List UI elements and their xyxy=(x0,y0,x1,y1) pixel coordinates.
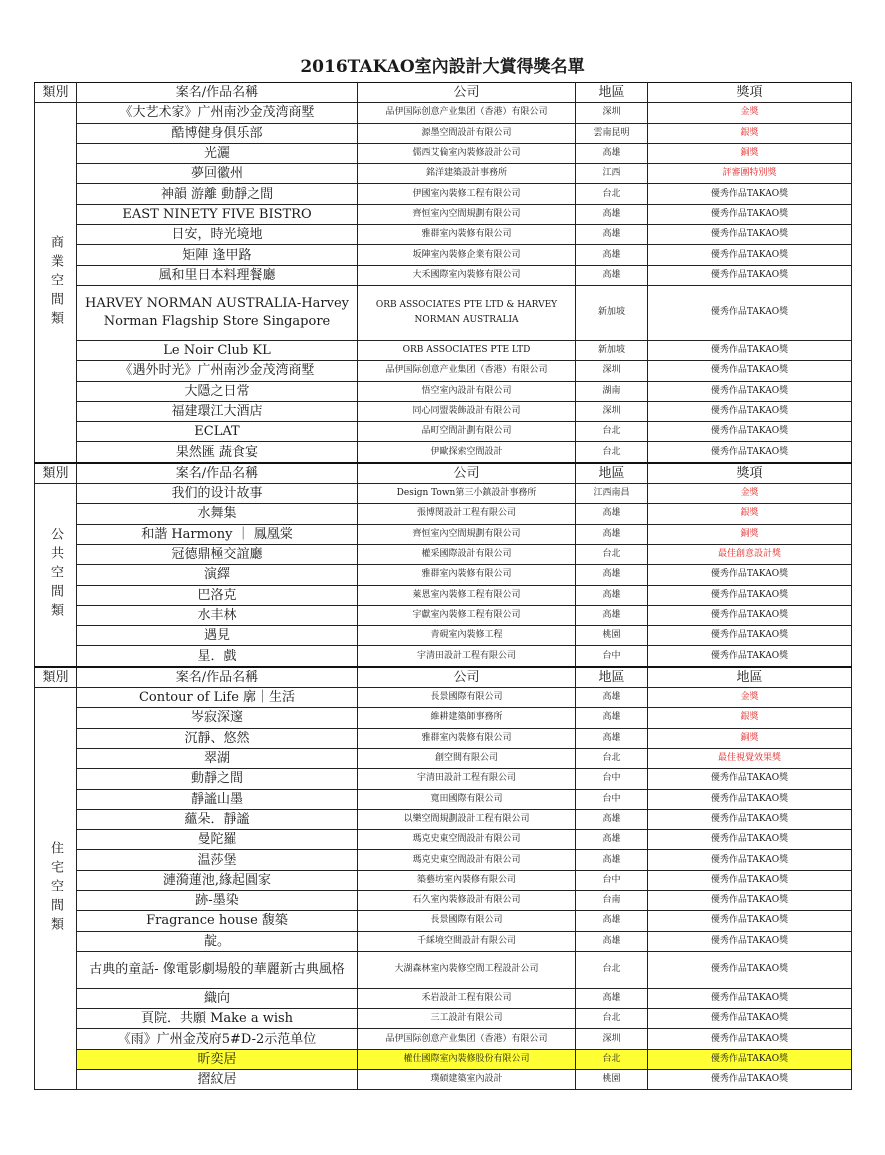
company-name: 宇清田設計工程有限公司 xyxy=(358,769,576,789)
table-row xyxy=(35,245,852,265)
table-row xyxy=(35,688,852,708)
table-row xyxy=(35,809,852,829)
award: 優秀作品TAKAO獎 xyxy=(648,830,852,850)
header-cell-category: 類別 xyxy=(35,667,77,688)
company-name: 權采國際設計有限公司 xyxy=(358,544,576,564)
awards-table xyxy=(34,82,852,1090)
award: 優秀作品TAKAO獎 xyxy=(648,605,852,625)
region: 台中 xyxy=(576,769,648,789)
region: 高雄 xyxy=(576,585,648,605)
award: 金獎 xyxy=(648,688,852,708)
entry-name: Le Noir Club KL xyxy=(77,340,358,360)
award: 優秀作品TAKAO獎 xyxy=(648,809,852,829)
table-row xyxy=(35,931,852,951)
company-name: 千綵境空間設計有限公司 xyxy=(358,931,576,951)
table-row xyxy=(35,340,852,360)
region: 台北 xyxy=(576,544,648,564)
table-row xyxy=(35,442,852,463)
region: 深圳 xyxy=(576,1029,648,1049)
table-row xyxy=(35,626,852,646)
company-name: 品伊国际创意产业集团（香港）有限公司 xyxy=(358,1029,576,1049)
company-name: 三工設計有限公司 xyxy=(358,1009,576,1029)
company-name: 寬田國際有限公司 xyxy=(358,789,576,809)
entry-name: 動靜之間 xyxy=(77,769,358,789)
award: 優秀作品TAKAO獎 xyxy=(648,988,852,1008)
table-row xyxy=(35,1049,852,1069)
award: 優秀作品TAKAO獎 xyxy=(648,184,852,204)
entry-name: 古典的童話- 像電影劇場般的華麗新古典風格 xyxy=(77,951,358,988)
region: 深圳 xyxy=(576,103,648,123)
entry-name: ECLAT xyxy=(77,422,358,442)
table-row xyxy=(35,422,852,442)
table-row xyxy=(35,504,852,524)
region: 高雄 xyxy=(576,830,648,850)
entry-name: HARVEY NORMAN AUSTRALIA-Harvey Norman Flagship Store Singapore xyxy=(77,285,358,340)
table-row xyxy=(35,850,852,870)
table-row xyxy=(35,769,852,789)
entry-name: 昕奕居 xyxy=(77,1049,358,1069)
award: 優秀作品TAKAO獎 xyxy=(648,1070,852,1090)
entry-name: 大隱之日常 xyxy=(77,381,358,401)
award: 優秀作品TAKAO獎 xyxy=(648,401,852,421)
table-header-row xyxy=(35,667,852,688)
company-name: 瑪克史東空間設計有限公司 xyxy=(358,830,576,850)
award: 優秀作品TAKAO獎 xyxy=(648,1049,852,1069)
region: 台中 xyxy=(576,646,648,667)
company-name: 張博閔設計工程有限公司 xyxy=(358,504,576,524)
entry-name: 《雨》广州金茂府5#D-2示范单位 xyxy=(77,1029,358,1049)
table-row xyxy=(35,789,852,809)
award: 優秀作品TAKAO獎 xyxy=(648,626,852,646)
entry-name: Fragrance house 馥築 xyxy=(77,911,358,931)
entry-name: 水舞集 xyxy=(77,504,358,524)
table-row xyxy=(35,401,852,421)
award: 優秀作品TAKAO獎 xyxy=(648,585,852,605)
company-name: 權仕國際室內裝修股份有限公司 xyxy=(358,1049,576,1069)
region: 台北 xyxy=(576,184,648,204)
table-row xyxy=(35,265,852,285)
award: 優秀作品TAKAO獎 xyxy=(648,850,852,870)
region: 高雄 xyxy=(576,143,648,163)
table-row xyxy=(35,565,852,585)
entry-name: 曼陀羅 xyxy=(77,830,358,850)
table-row xyxy=(35,605,852,625)
region: 桃園 xyxy=(576,1070,648,1090)
entry-name: 靜謐山墨 xyxy=(77,789,358,809)
entry-name: Contour of Life 廓｜生活 xyxy=(77,688,358,708)
company-name: 雅群室內裝修有限公司 xyxy=(358,565,576,585)
company-name: 大禾國際室內裝修有限公司 xyxy=(358,265,576,285)
award: 優秀作品TAKAO獎 xyxy=(648,225,852,245)
table-row xyxy=(35,728,852,748)
table-header-row xyxy=(35,463,852,484)
entry-name: 巴洛克 xyxy=(77,585,358,605)
company-name: 大湖森林室內裝修空間工程設計公司 xyxy=(358,951,576,988)
header-cell-company: 公司 xyxy=(358,83,576,103)
award: 優秀作品TAKAO獎 xyxy=(648,890,852,910)
entry-name: 岑寂深邃 xyxy=(77,708,358,728)
award: 優秀作品TAKAO獎 xyxy=(648,789,852,809)
region: 深圳 xyxy=(576,361,648,381)
entry-name: 沉靜、悠然 xyxy=(77,728,358,748)
header-cell-category: 類別 xyxy=(35,463,77,484)
entry-name: 我们的设计故事 xyxy=(77,484,358,504)
region: 江西 xyxy=(576,164,648,184)
entry-name: 夢回徽州 xyxy=(77,164,358,184)
award: 銀獎 xyxy=(648,123,852,143)
company-name: 青硯室內裝修工程 xyxy=(358,626,576,646)
company-name: 齊恒室內空間規劃有限公司 xyxy=(358,204,576,224)
entry-name: 頁院．共願 Make a wish xyxy=(77,1009,358,1029)
region: 湖南 xyxy=(576,381,648,401)
header-cell-award: 地區 xyxy=(648,667,852,688)
table-row xyxy=(35,646,852,667)
award: 銀獎 xyxy=(648,708,852,728)
region: 台中 xyxy=(576,789,648,809)
table-row xyxy=(35,870,852,890)
company-name: 悟空室內設計有限公司 xyxy=(358,381,576,401)
entry-name: 靛。 xyxy=(77,931,358,951)
entry-name: 星．戲 xyxy=(77,646,358,667)
table-row xyxy=(35,708,852,728)
header-cell-region: 地區 xyxy=(576,463,648,484)
award: 優秀作品TAKAO獎 xyxy=(648,565,852,585)
award: 優秀作品TAKAO獎 xyxy=(648,285,852,340)
region: 新加坡 xyxy=(576,285,648,340)
table-row xyxy=(35,524,852,544)
region: 高雄 xyxy=(576,728,648,748)
company-name: 品町空間計劃有限公司 xyxy=(358,422,576,442)
award: 優秀作品TAKAO獎 xyxy=(648,1009,852,1029)
table-row xyxy=(35,184,852,204)
region: 桃園 xyxy=(576,626,648,646)
award: 優秀作品TAKAO獎 xyxy=(648,204,852,224)
table-row xyxy=(35,285,852,340)
header-cell-region: 地區 xyxy=(576,667,648,688)
award: 優秀作品TAKAO獎 xyxy=(648,646,852,667)
category-label: 商業空間類 xyxy=(35,103,77,463)
company-name: 禾岩設計工程有限公司 xyxy=(358,988,576,1008)
company-name: 伊國室內裝修工程有限公司 xyxy=(358,184,576,204)
entry-name: 《遇外时光》广州南沙金茂湾商墅 xyxy=(77,361,358,381)
page-title: 2016TAKAO室內設計大賞得獎名單 xyxy=(300,57,585,77)
company-name: 雅群室內裝修有限公司 xyxy=(358,225,576,245)
region: 台北 xyxy=(576,422,648,442)
company-name: 銘洋建築設計事務所 xyxy=(358,164,576,184)
table-row xyxy=(35,911,852,931)
award: 優秀作品TAKAO獎 xyxy=(648,769,852,789)
header-cell-award: 獎項 xyxy=(648,463,852,484)
entry-name: 遇見 xyxy=(77,626,358,646)
table-row xyxy=(35,544,852,564)
header-cell-name: 案名/作品名稱 xyxy=(77,667,358,688)
region: 深圳 xyxy=(576,401,648,421)
award: 優秀作品TAKAO獎 xyxy=(648,911,852,931)
table-row xyxy=(35,1029,852,1049)
entry-name: 跡-墨染 xyxy=(77,890,358,910)
award: 優秀作品TAKAO獎 xyxy=(648,422,852,442)
header-cell-region: 地區 xyxy=(576,83,648,103)
region: 台北 xyxy=(576,442,648,463)
award: 優秀作品TAKAO獎 xyxy=(648,870,852,890)
company-name: 創空間有限公司 xyxy=(358,748,576,768)
award: 優秀作品TAKAO獎 xyxy=(648,245,852,265)
region: 高雄 xyxy=(576,204,648,224)
entry-name: 摺紋居 xyxy=(77,1070,358,1090)
award: 優秀作品TAKAO獎 xyxy=(648,1029,852,1049)
award: 金獎 xyxy=(648,484,852,504)
company-name: 璞碩建築室內設計 xyxy=(358,1070,576,1090)
award: 優秀作品TAKAO獎 xyxy=(648,265,852,285)
award: 金獎 xyxy=(648,103,852,123)
entry-name: 風和里日本料理餐廳 xyxy=(77,265,358,285)
company-name: ORB ASSOCIATES PTE LTD & HARVEY NORMAN AUSTRALIA xyxy=(358,285,576,340)
region: 高雄 xyxy=(576,988,648,1008)
table-row xyxy=(35,225,852,245)
award: 最佳創意設計獎 xyxy=(648,544,852,564)
company-name: 儒西艾倫室內裝修設計公司 xyxy=(358,143,576,163)
region: 雲南昆明 xyxy=(576,123,648,143)
award: 銀獎 xyxy=(648,504,852,524)
company-name: 長景國際有限公司 xyxy=(358,911,576,931)
entry-name: 冠德鼎極交誼廳 xyxy=(77,544,358,564)
header-cell-category: 類別 xyxy=(35,83,77,103)
region: 江西南昌 xyxy=(576,484,648,504)
company-name: 宇獻室內裝修工程有限公司 xyxy=(358,605,576,625)
company-name: 萊恩室內裝修工程有限公司 xyxy=(358,585,576,605)
award: 優秀作品TAKAO獎 xyxy=(648,381,852,401)
entry-name: 神韻 游離 動靜之間 xyxy=(77,184,358,204)
region: 台南 xyxy=(576,890,648,910)
entry-name: EAST NINETY FIVE BISTRO xyxy=(77,204,358,224)
region: 高雄 xyxy=(576,565,648,585)
table-row xyxy=(35,988,852,1008)
table-row xyxy=(35,585,852,605)
company-name: 長景國際有限公司 xyxy=(358,688,576,708)
region: 高雄 xyxy=(576,809,648,829)
table-row xyxy=(35,204,852,224)
company-name: 維耕建築師事務所 xyxy=(358,708,576,728)
award: 優秀作品TAKAO獎 xyxy=(648,340,852,360)
entry-name: 果然匯 蔬食宴 xyxy=(77,442,358,463)
entry-name: 酷博健身俱乐部 xyxy=(77,123,358,143)
region: 高雄 xyxy=(576,245,648,265)
entry-name: 福建環江大酒店 xyxy=(77,401,358,421)
entry-name: 温莎堡 xyxy=(77,850,358,870)
region: 高雄 xyxy=(576,708,648,728)
award: 優秀作品TAKAO獎 xyxy=(648,442,852,463)
company-name: 坂陣室內裝修企業有限公司 xyxy=(358,245,576,265)
region: 台北 xyxy=(576,748,648,768)
table-row xyxy=(35,951,852,988)
company-name: 齊恒室內空間規劃有限公司 xyxy=(358,524,576,544)
company-name: Design Town第三小鎮設計事務所 xyxy=(358,484,576,504)
table-row xyxy=(35,143,852,163)
entry-name: 蘊朵．靜謐 xyxy=(77,809,358,829)
table-row xyxy=(35,830,852,850)
company-name: 瑪克史東空間設計有限公司 xyxy=(358,850,576,870)
company-name: 以樂空間規劃設計工程有限公司 xyxy=(358,809,576,829)
category-label: 住宅空間類 xyxy=(35,688,77,1090)
award: 優秀作品TAKAO獎 xyxy=(648,361,852,381)
table-row xyxy=(35,381,852,401)
company-name: 宇清田設計工程有限公司 xyxy=(358,646,576,667)
region: 新加坡 xyxy=(576,340,648,360)
entry-name: 日安，時光境地 xyxy=(77,225,358,245)
entry-name: 矩陣 逢甲路 xyxy=(77,245,358,265)
company-name: 築藝坊室內裝修有限公司 xyxy=(358,870,576,890)
entry-name: 演繹 xyxy=(77,565,358,585)
region: 高雄 xyxy=(576,225,648,245)
region: 高雄 xyxy=(576,605,648,625)
header-cell-company: 公司 xyxy=(358,463,576,484)
entry-name: 光灑 xyxy=(77,143,358,163)
category-label: 公共空間類 xyxy=(35,484,77,667)
entry-name: 《大艺术家》广州南沙金茂湾商墅 xyxy=(77,103,358,123)
table-row xyxy=(35,103,852,123)
region: 高雄 xyxy=(576,504,648,524)
entry-name: 漣漪蓮池,緣起圓家 xyxy=(77,870,358,890)
table-row xyxy=(35,1009,852,1029)
company-name: ORB ASSOCIATES PTE LTD xyxy=(358,340,576,360)
region: 高雄 xyxy=(576,931,648,951)
header-cell-name: 案名/作品名稱 xyxy=(77,83,358,103)
company-name: 品伊国际创意产业集团（香港）有限公司 xyxy=(358,361,576,381)
company-name: 石久室內裝修設計有限公司 xyxy=(358,890,576,910)
region: 台北 xyxy=(576,951,648,988)
award: 優秀作品TAKAO獎 xyxy=(648,931,852,951)
entry-name: 織向 xyxy=(77,988,358,1008)
table-row xyxy=(35,1070,852,1090)
header-cell-award: 獎項 xyxy=(648,83,852,103)
company-name: 源墨空間設計有限公司 xyxy=(358,123,576,143)
company-name: 品伊国际创意产业集团（香港）有限公司 xyxy=(358,103,576,123)
award: 評審團特別獎 xyxy=(648,164,852,184)
table-row xyxy=(35,890,852,910)
region: 台北 xyxy=(576,1049,648,1069)
entry-name: 和諧 Harmony ｜ 鳳凰棠 xyxy=(77,524,358,544)
table-row xyxy=(35,361,852,381)
region: 高雄 xyxy=(576,688,648,708)
award: 最佳視覺效果獎 xyxy=(648,748,852,768)
header-cell-name: 案名/作品名稱 xyxy=(77,463,358,484)
entry-name: 水丰林 xyxy=(77,605,358,625)
region: 台北 xyxy=(576,1009,648,1029)
award: 銅獎 xyxy=(648,143,852,163)
company-name: 同心同盟裝飾設計有限公司 xyxy=(358,401,576,421)
table-row xyxy=(35,164,852,184)
region: 台中 xyxy=(576,870,648,890)
entry-name: 翠湖 xyxy=(77,748,358,768)
region: 高雄 xyxy=(576,911,648,931)
table-header-row xyxy=(35,83,852,103)
region: 高雄 xyxy=(576,850,648,870)
header-cell-company: 公司 xyxy=(358,667,576,688)
region: 高雄 xyxy=(576,265,648,285)
table-row xyxy=(35,484,852,504)
region: 高雄 xyxy=(576,524,648,544)
company-name: 伊歐探索空間設計 xyxy=(358,442,576,463)
award: 優秀作品TAKAO獎 xyxy=(648,951,852,988)
award: 銅獎 xyxy=(648,524,852,544)
table-row xyxy=(35,748,852,768)
table-row xyxy=(35,123,852,143)
award: 銅獎 xyxy=(648,728,852,748)
company-name: 雅群室內裝修有限公司 xyxy=(358,728,576,748)
